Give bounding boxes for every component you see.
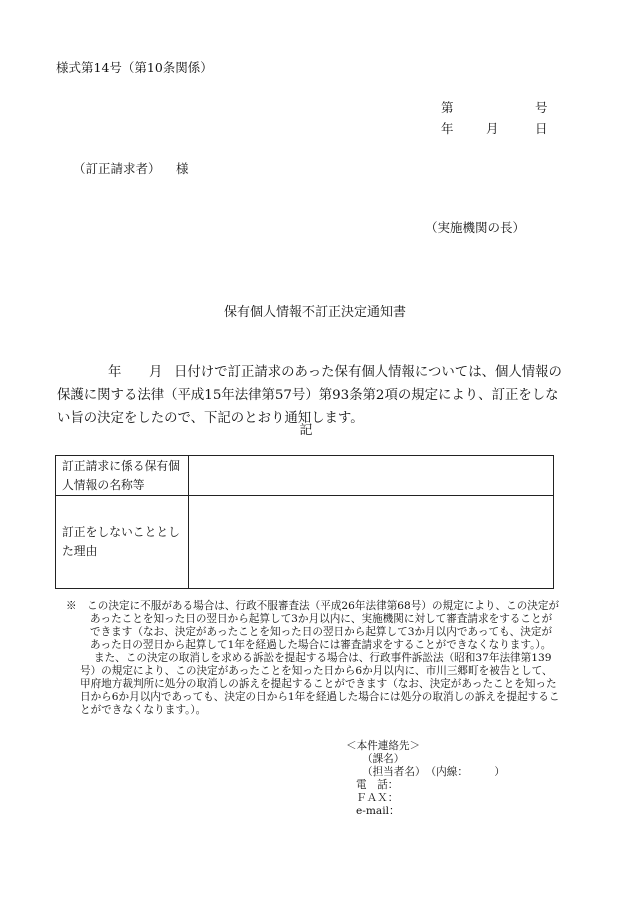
contact-fax: ＦＡＸ：	[356, 792, 399, 804]
table-row	[56, 496, 554, 589]
body-month: 月	[149, 365, 163, 380]
doc-number-go: 号	[535, 100, 548, 115]
info-table	[55, 455, 554, 589]
date-year: 年	[441, 121, 454, 136]
row2-label: 訂正をしないこととした理由	[56, 496, 189, 589]
note-1: ※ この決定に不服がある場合は、行政不服審査法（平成26年法律第68号）の規定により、この決定があったことを知った日の翌日から起算して3か月以内に、実施機関に対して審査請求をすることができます（なお、決定があったことを知った日の翌日から起算して3か月以内であっても、決定があった日の翌日から起算して1年を経過した場合には審査請求をすることができなくなります。）。	[66, 600, 560, 651]
page-title: 保有個人情報不訂正決定通知書	[223, 305, 406, 320]
date-day: 日	[535, 121, 548, 136]
contact-section: （課名）	[362, 753, 405, 765]
form-label: 様式第14号（第10条関係）	[56, 60, 213, 75]
contact-person: （担当者名） （内線： ）	[362, 766, 506, 778]
body-text: 日付けで訂正請求のあった保有個人情報については、個人情報の保護に関する法律（平成15年法律第57号）第93条第2項の規定により、訂正をしない旨の決定をしたので、下記のとおり通知します。	[57, 365, 562, 426]
contact-header: ＜本件連絡先＞	[346, 740, 421, 752]
table-row	[56, 456, 554, 496]
ki-heading: 記	[299, 423, 313, 438]
contact-email: e-mail：	[356, 805, 400, 817]
date-month: 月	[486, 121, 499, 136]
sender: （実施機関の長）	[425, 220, 526, 235]
doc-number-dai: 第	[441, 100, 454, 115]
contact-block	[346, 740, 505, 818]
contact-phone: 電 話：	[356, 779, 399, 791]
row1-label: 訂正請求に係る保有個人情報の名称等	[56, 456, 189, 496]
body-year: 年	[108, 365, 122, 380]
recipient-honorific: 様	[176, 161, 189, 176]
row1-value	[189, 456, 554, 496]
recipient-name: （訂正請求者）	[73, 161, 161, 176]
row2-value	[189, 496, 554, 589]
notes	[66, 600, 562, 717]
note-2: また、この決定の取消しを求める訴訟を提起する場合は、行政事件訴訟法（昭和37年法律第139号）の規定により、この決定があったことを知った日から6か月以内に、市川三郷町を被告として、甲府地方裁判所に処分の取消しの訴えを提起することができます（なお、決定があったことを知った日から6か月以内であっても、決定の日から1年を経過した場合には処分の取消しの訴えを提起することができなくなります。）。	[80, 652, 560, 716]
